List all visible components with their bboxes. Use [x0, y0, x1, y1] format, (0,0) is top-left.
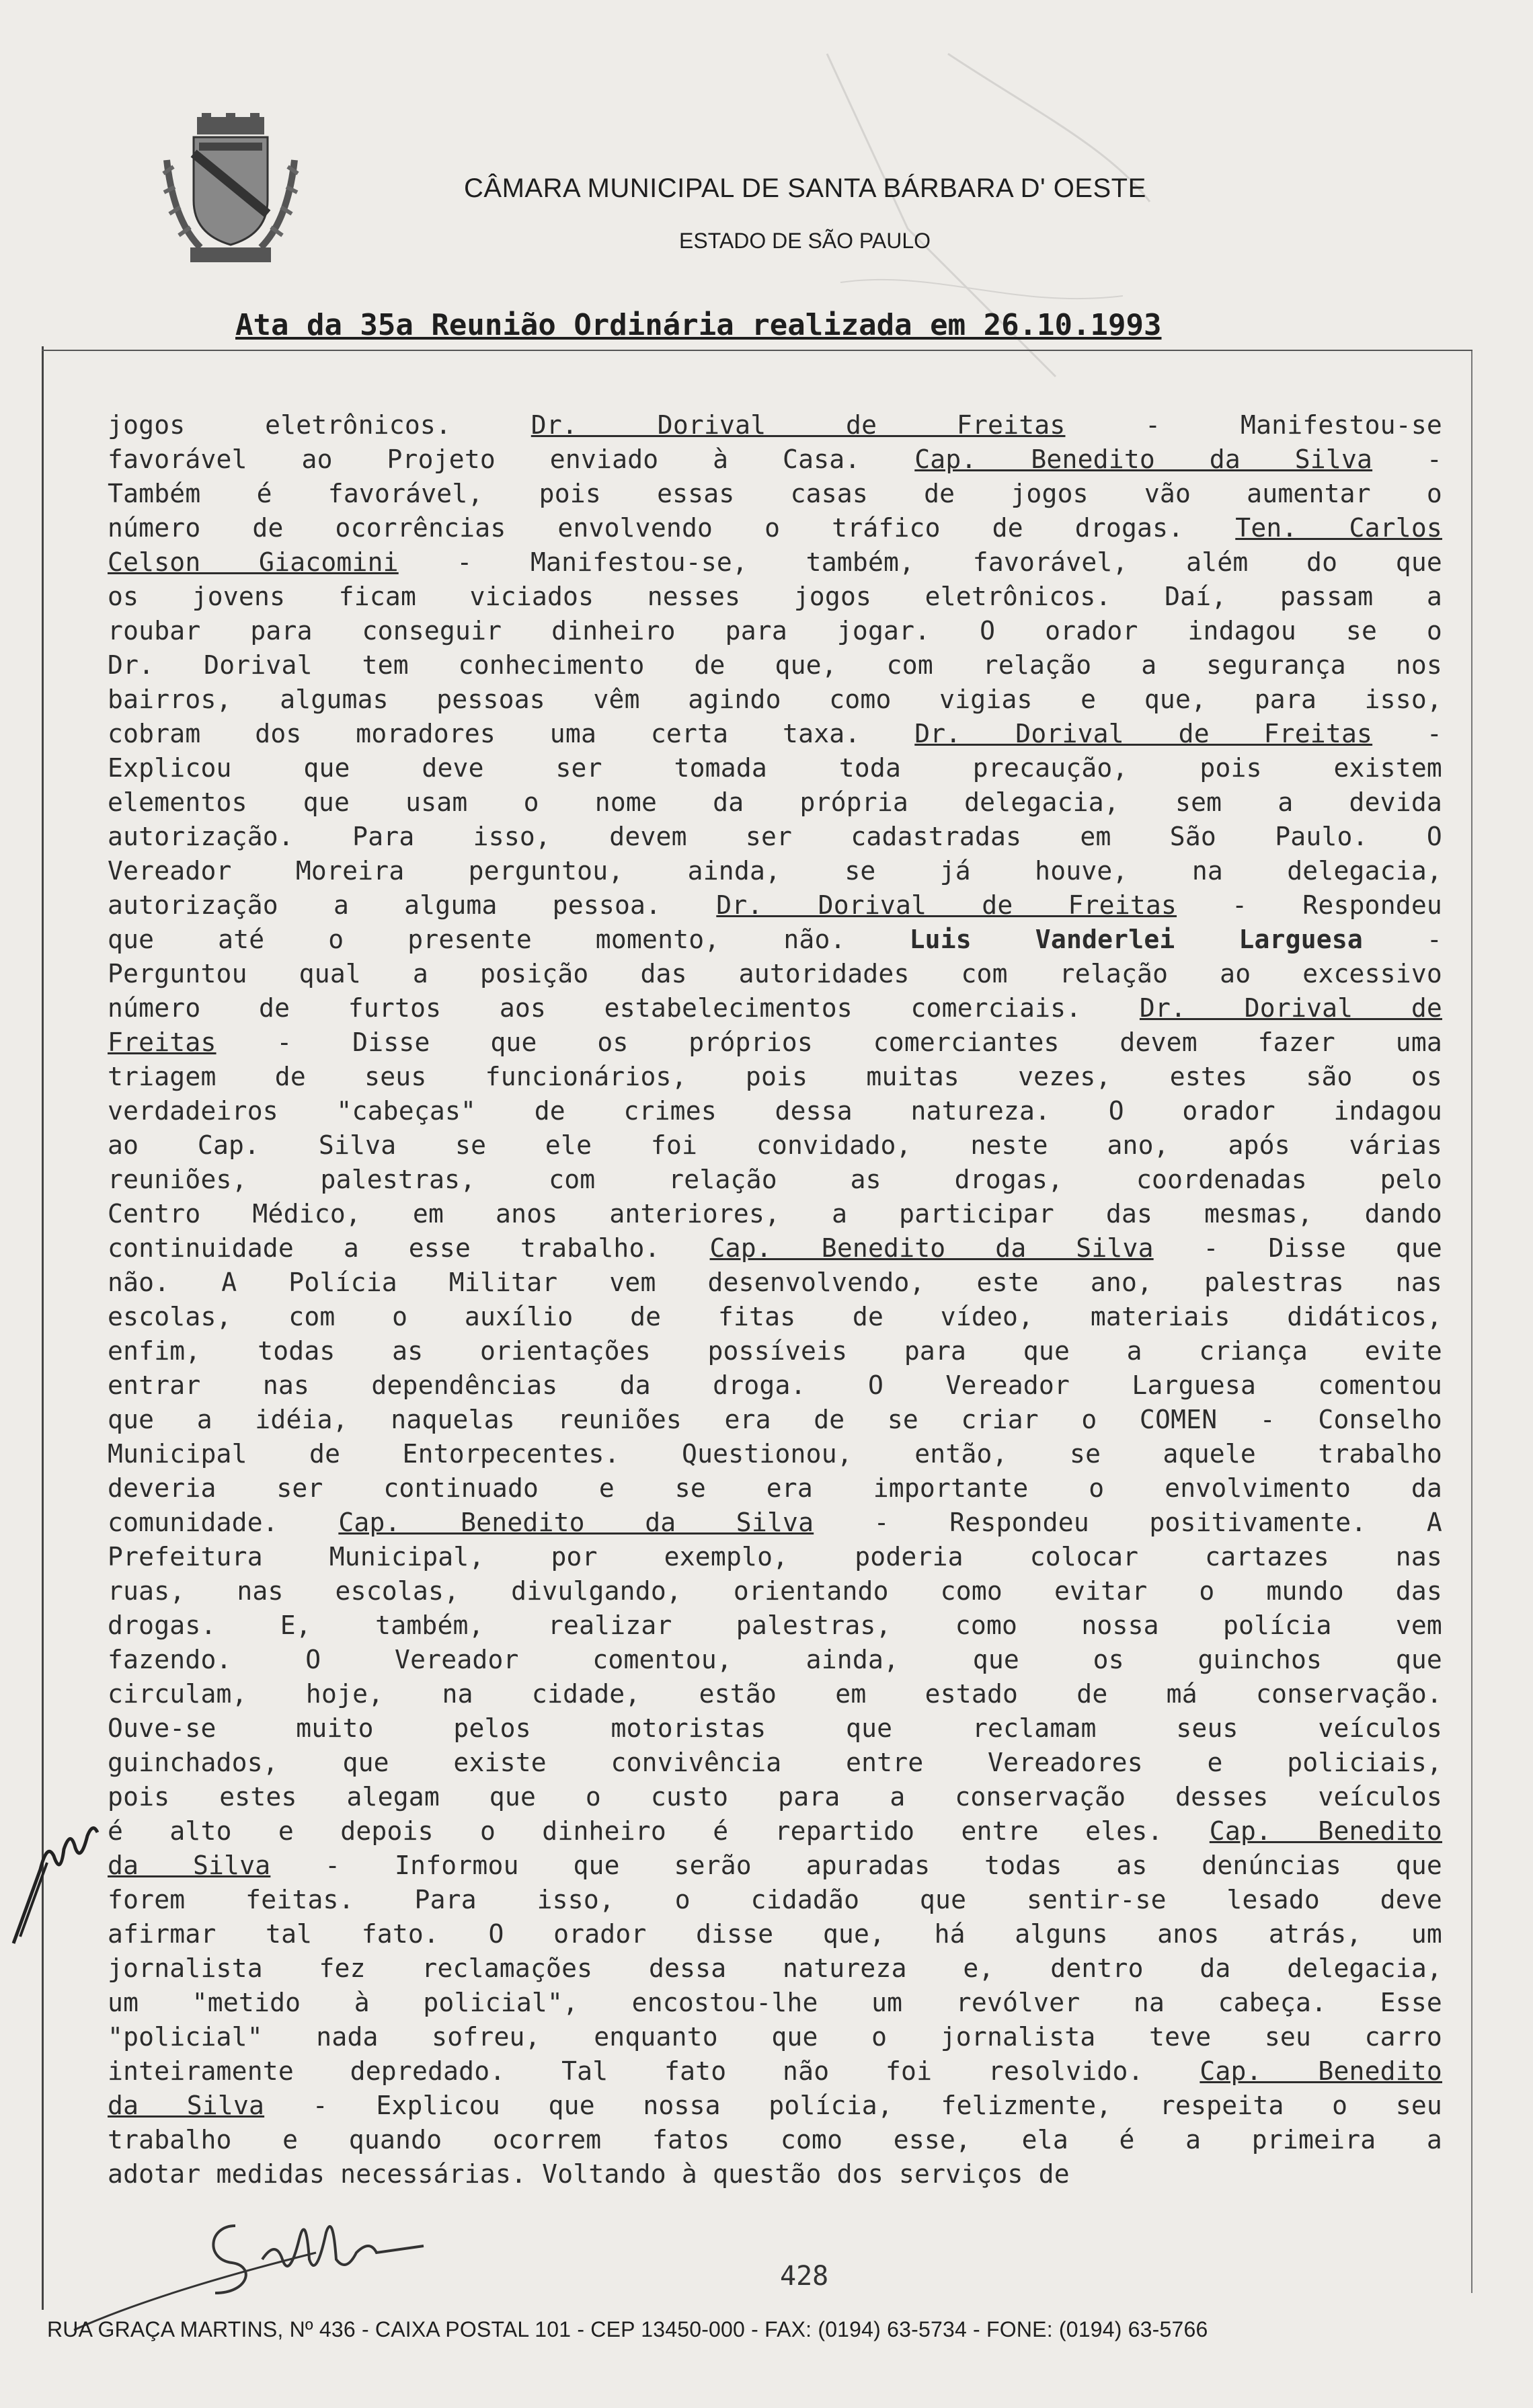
institution-name: CÂMARA MUNICIPAL DE SANTA BÁRBARA D' OESTE	[464, 173, 1146, 203]
text-segment: drogas. E, também, realizar palestras, como nossa polícia vem	[108, 1610, 1442, 1640]
text-line	[108, 614, 1442, 648]
text-line	[108, 442, 1442, 477]
text-line	[108, 1471, 1442, 1506]
text-line	[108, 717, 1442, 751]
text-line	[108, 1540, 1442, 1574]
text-segment: um "metido à policial", encostou-lhe um revólver na cabeça. Esse	[108, 1988, 1442, 2017]
text-segment: Dr. Dorival tem conhecimento de que, com relação a segurança nos	[108, 650, 1442, 680]
text-line	[108, 477, 1442, 511]
left-margin-line	[42, 346, 44, 2310]
text-segment: -	[1363, 925, 1443, 954]
speaker-name: Freitas	[108, 1027, 217, 1057]
text-segment: autorização a alguma pessoa.	[108, 890, 717, 920]
text-segment: -	[1372, 719, 1443, 748]
text-line	[108, 580, 1442, 614]
text-segment: fazendo. O Vereador comentou, ainda, que os guinchos que	[108, 1645, 1442, 1674]
text-line	[108, 1437, 1442, 1471]
text-line	[108, 1300, 1442, 1334]
text-line	[108, 991, 1442, 1025]
municipal-crest-icon	[160, 113, 301, 269]
text-segment: "policial" nada sofreu, enquanto que o jornalista teve seu carro	[108, 2022, 1442, 2052]
text-segment: número de furtos aos estabelecimentos comerciais.	[108, 993, 1140, 1023]
text-segment: Prefeitura Municipal, por exemplo, poderia colocar cartazes nas	[108, 1542, 1442, 1571]
speaker-name: Dr. Dorival de	[1139, 993, 1442, 1023]
text-segment: Vereador Moreira perguntou, ainda, se já houve, na delegacia,	[108, 856, 1442, 886]
text-segment: ruas, nas escolas, divulgando, orientando como evitar o mundo das	[108, 1576, 1442, 1606]
text-segment: - Disse que	[1153, 1233, 1443, 1263]
text-segment: jornalista fez reclamações dessa natureza e, dentro da delegacia,	[108, 1953, 1442, 1983]
text-segment: Municipal de Entorpecentes. Questionou, então, se aquele trabalho	[108, 1439, 1442, 1469]
speaker-name: Cap. Benedito	[1209, 1816, 1442, 1846]
text-line	[108, 1814, 1442, 1849]
text-segment: - Respondeu	[1177, 890, 1442, 920]
text-segment: comunidade.	[108, 1508, 339, 1537]
text-segment: bairros, algumas pessoas vêm agindo como vigias e que, para isso,	[108, 685, 1442, 714]
text-segment: Centro Médico, em anos anteriores, a participar das mesmas, dando	[108, 1199, 1442, 1229]
text-segment: Também é favorável, pois essas casas de jogos vão aumentar o	[108, 479, 1442, 508]
text-line	[108, 1711, 1442, 1746]
text-segment: guinchados, que existe convivência entre Vereadores e policiais,	[108, 1748, 1442, 1777]
text-line	[108, 1197, 1442, 1231]
text-segment: Explicou que deve ser tomada toda precaução, pois existem	[108, 753, 1442, 783]
text-segment: deveria ser continuado e se era importante o envolvimento da	[108, 1473, 1442, 1503]
text-line	[108, 408, 1442, 442]
text-segment: inteiramente depredado. Tal fato não foi resolvido.	[108, 2056, 1200, 2086]
text-line	[108, 1574, 1442, 1608]
margin-signature	[0, 1775, 101, 1950]
speaker-name: Dr. Dorival de Freitas	[530, 410, 1066, 440]
speaker-name: Cap. Benedito da Silva	[338, 1508, 814, 1537]
state-name: ESTADO DE SÃO PAULO	[679, 229, 931, 253]
text-segment: reuniões, palestras, com relação as drogas, coordenadas pelo	[108, 1165, 1442, 1194]
text-line	[108, 1506, 1442, 1540]
text-segment: escolas, com o auxílio de fitas de vídeo, materiais didáticos,	[108, 1302, 1442, 1331]
text-segment: -	[1372, 444, 1443, 474]
text-segment: jogos eletrônicos.	[108, 410, 531, 440]
text-line	[108, 1094, 1442, 1128]
text-line	[108, 1163, 1442, 1197]
text-segment: ao Cap. Silva se ele foi convidado, neste ano, após várias	[108, 1130, 1442, 1160]
text-line	[108, 1334, 1442, 1368]
text-segment: afirmar tal fato. O orador disse que, há alguns anos atrás, um	[108, 1919, 1442, 1949]
text-segment: não. A Polícia Militar vem desenvolvendo, este ano, palestras nas	[108, 1268, 1442, 1297]
text-segment: - Explicou que nossa polícia, felizmente, respeita o seu	[264, 2091, 1442, 2120]
text-line	[108, 2054, 1442, 2089]
text-line	[108, 1780, 1442, 1814]
text-line	[108, 820, 1442, 854]
text-segment: é alto e depois o dinheiro é repartido entre eles.	[108, 1816, 1210, 1846]
text-line	[108, 2020, 1442, 2054]
right-margin-line	[1471, 350, 1472, 2293]
speaker-name: Cap. Benedito	[1200, 2056, 1442, 2086]
text-line	[108, 1060, 1442, 1094]
top-rule	[42, 350, 1472, 351]
text-segment: pois estes alegam que o custo para a conservação desses veículos	[108, 1782, 1442, 1812]
text-line	[108, 648, 1442, 683]
text-segment: que até o presente momento, não.	[108, 925, 910, 954]
text-line	[108, 957, 1442, 991]
text-line	[108, 1883, 1442, 1917]
speaker-name: Ten. Carlos	[1235, 513, 1442, 543]
text-segment: forem feitas. Para isso, o cidadão que sentir-se lesado deve	[108, 1885, 1442, 1914]
text-line	[108, 1403, 1442, 1437]
speaker-name: Cap. Benedito da Silva	[914, 444, 1373, 474]
text-segment: circulam, hoje, na cidade, estão em estado de má conservação.	[108, 1679, 1442, 1709]
document-title: Ata da 35a Reunião Ordinária realizada em 26.10.1993	[235, 308, 1162, 342]
text-line	[108, 1986, 1442, 2020]
text-segment: número de ocorrências envolvendo o tráfico de drogas.	[108, 513, 1236, 543]
text-segment: - Respondeu positivamente. A	[814, 1508, 1443, 1537]
text-line	[108, 1128, 1442, 1163]
text-segment: continuidade a esse trabalho.	[108, 1233, 710, 1263]
text-segment: - Manifestou-se	[1065, 410, 1442, 440]
text-line	[108, 1025, 1442, 1060]
text-segment: adotar medidas necessárias. Voltando à questão dos serviços de	[108, 2159, 1070, 2189]
text-line	[108, 1643, 1442, 1677]
text-line	[108, 1849, 1442, 1883]
minutes-body-text	[108, 408, 1442, 2191]
text-segment: autorização. Para isso, devem ser cadastradas em São Paulo. O	[108, 822, 1442, 851]
text-line	[108, 545, 1442, 580]
text-line	[108, 2157, 1442, 2191]
text-line	[108, 854, 1442, 888]
speaker-name: Celson Giacomini	[108, 547, 399, 577]
text-line	[108, 923, 1442, 957]
text-line	[108, 2123, 1442, 2157]
bottom-signature	[61, 2199, 437, 2333]
text-line	[108, 1368, 1442, 1403]
text-line	[108, 1951, 1442, 1986]
text-segment: triagem de seus funcionários, pois muitas vezes, estes são os	[108, 1062, 1442, 1091]
text-segment: entrar nas dependências da droga. O Vereador Larguesa comentou	[108, 1370, 1442, 1400]
faint-stamp-watermark	[773, 27, 1177, 403]
text-segment: trabalho e quando ocorrem fatos como esse, ela é a primeira a	[108, 2125, 1442, 2154]
speaker-name: Dr. Dorival de Freitas	[914, 719, 1373, 748]
text-segment: roubar para conseguir dinheiro para jogar. O orador indagou se o	[108, 616, 1442, 646]
text-line	[108, 511, 1442, 545]
text-segment: Perguntou qual a posição das autoridades com relação ao excessivo	[108, 959, 1442, 988]
text-segment: - Disse que os próprios comerciantes devem fazer uma	[216, 1027, 1442, 1057]
text-line	[108, 1677, 1442, 1711]
text-segment: - Manifestou-se, também, favorável, além do que	[398, 547, 1442, 577]
text-line	[108, 1746, 1442, 1780]
text-line	[108, 1231, 1442, 1266]
text-segment: enfim, todas as orientações possíveis para que a criança evite	[108, 1336, 1442, 1366]
text-line	[108, 785, 1442, 820]
speaker-name: da Silva	[108, 2091, 265, 2120]
text-segment: os jovens ficam viciados nesses jogos eletrônicos. Daí, passam a	[108, 582, 1442, 611]
text-line	[108, 751, 1442, 785]
text-segment: elementos que usam o nome da própria delegacia, sem a devida	[108, 787, 1442, 817]
text-segment: - Informou que serão apuradas todas as denúncias que	[270, 1851, 1443, 1880]
text-segment: favorável ao Projeto enviado à Casa.	[108, 444, 915, 474]
text-line	[108, 888, 1442, 923]
text-segment: verdadeiros "cabeças" de crimes dessa natureza. O orador indagou	[108, 1096, 1442, 1126]
text-segment: que a idéia, naquelas reuniões era de se criar o COMEN - Conselho	[108, 1405, 1442, 1434]
text-line	[108, 683, 1442, 717]
footer-address: RUA GRAÇA MARTINS, Nº 436 - CAIXA POSTAL 101 - CEP 13450-000 - FAX: (0194) 63-5734 - FONE: (0194) 63-5766	[47, 2317, 1208, 2341]
speaker-name: Cap. Benedito da Silva	[709, 1233, 1154, 1263]
speaker-name: Dr. Dorival de Freitas	[716, 890, 1177, 920]
text-line	[108, 2089, 1442, 2123]
speaker-name: Luis Vanderlei Larguesa	[909, 925, 1364, 954]
speaker-name: da Silva	[108, 1851, 271, 1880]
text-line	[108, 1917, 1442, 1951]
text-segment: Ouve-se muito pelos motoristas que reclamam seus veículos	[108, 1713, 1442, 1743]
text-line	[108, 1608, 1442, 1643]
text-segment: cobram dos moradores uma certa taxa.	[108, 719, 915, 748]
text-line	[108, 1266, 1442, 1300]
page-number: 428	[780, 2261, 829, 2292]
